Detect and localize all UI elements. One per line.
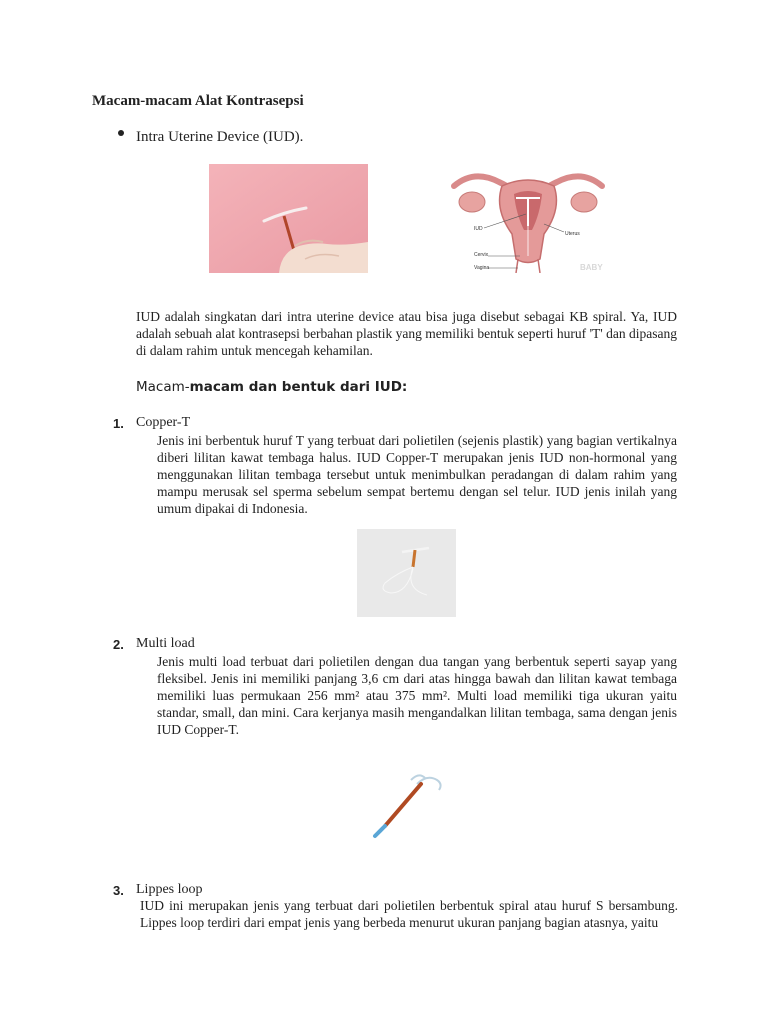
label-uterus: Uterus bbox=[565, 231, 580, 237]
item-number-3: 3. bbox=[113, 883, 124, 898]
item-text-multi-load: Jenis multi load terbuat dari polietilen dengan dua tangan yang berbentuk seperti sayap yang fleksibel. Jenis ini memiliki panjang 3,6 cm dari atas hingga bawah dan lilitan kawat tembaga memiliki luas permukaan 256 mm² atau 375 mm². Multi load memiliki tiga ukuran yaitu standar, small, dan mini. Cara kerjanya masih mengandalkan lilitan tembaga, sama dengan jenis IUD Copper-T. bbox=[157, 654, 677, 737]
subheading-prefix: Macam- bbox=[136, 379, 190, 395]
item-title-multi-load: Multi load bbox=[136, 636, 195, 651]
label-vagina: Vagina bbox=[474, 265, 490, 271]
photo-copper-t bbox=[357, 529, 456, 617]
item-title-lippes-loop: Lippes loop bbox=[136, 882, 203, 897]
diagram-uterus-iud bbox=[444, 164, 612, 273]
item-number-2: 2. bbox=[113, 637, 124, 652]
label-iud: IUD bbox=[474, 226, 483, 232]
intro-paragraph: IUD adalah singkatan dari intra uterine device atau bisa juga disebut sebagai KB spiral. Ya, IUD adalah sebuah alat kontrasepsi berbahan plastik yang memiliki bentuk seperti huruf 'T' dan dipasang di dalam rahim untuk mencegah kehamilan. bbox=[136, 309, 677, 358]
item-text-copper-t: Jenis ini berbentuk huruf T yang terbuat dari polietilen (sejenis plastik) yang bagian vertikalnya diberi lilitan kawat tembaga halus. IUD Copper-T merupakan jenis IUD non-hormonal yang menggunakan lilitan tembaga tersebut untuk menimbulkan peradangan di dalam rahim yang mampu merusak sel sperma sebelum sempat bertemu dengan sel telur. IUD jenis inilah yang umum dipakai di Indonesia. bbox=[157, 433, 677, 516]
item-text-lippes-loop: IUD ini merupakan jenis yang terbuat dari polietilen berbentuk spiral atau huruf S bersambung. Lippes loop terdiri dari empat jenis yang berbeda menurut ukuran panjang bagian atasnya, yaitu bbox=[140, 898, 678, 930]
label-cervix: Cervix bbox=[474, 252, 489, 258]
item-number-1: 1. bbox=[113, 416, 124, 431]
item-title-copper-t: Copper-T bbox=[136, 415, 191, 430]
subheading-bold: macam dan bentuk dari IUD: bbox=[189, 379, 408, 395]
document-title: Macam-macam Alat Kontrasepsi bbox=[92, 93, 304, 109]
subheading-types bbox=[136, 379, 407, 395]
watermark-baby: BABY bbox=[580, 263, 603, 272]
bullet-iud: Intra Uterine Device (IUD). bbox=[136, 129, 304, 145]
bullet-dot bbox=[118, 130, 124, 136]
photo-multi-load bbox=[367, 770, 447, 840]
photo-hand-holding-iud bbox=[209, 164, 368, 273]
